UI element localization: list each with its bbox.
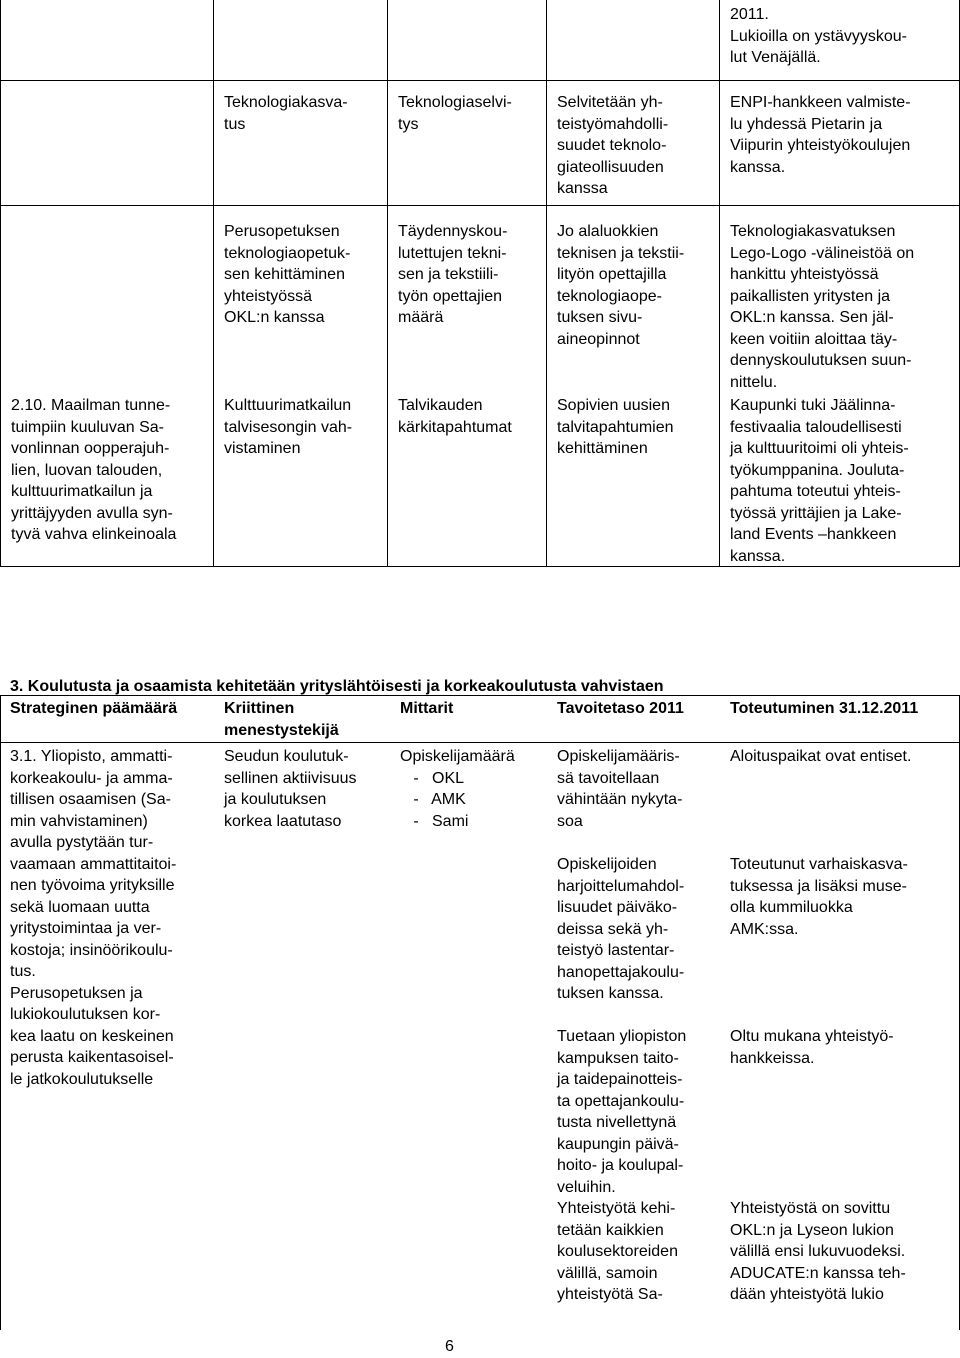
t2-c3-metrics: Opiskelijamäärä - OKL - AMK - Sami	[400, 748, 515, 830]
t2-c4-target-1: Opiskelijamääris- sä tavoitellaan vähintään nykyta- soa	[557, 748, 683, 830]
section-heading: 3. Koulutusta ja osaamista kehitetään yrityslähtöisesti ja korkeakoulutusta vahvistaen	[10, 678, 664, 695]
t1-r2-c5: ENPI-hankkeen valmiste- lu yhdessä Pietarin ja Viipurin yhteistyökoulujen kanssa.	[730, 94, 911, 176]
t2-c5-realization-1: Aloituspaikat ovat entiset.	[730, 748, 912, 765]
t1-r3-c4a: Jo alaluokkien teknisen ja tekstii- lityön opettajilla teknologiaope- tuksen sivu- aineopinnot	[557, 223, 685, 348]
t2-c2-critical-factor: Seudun koulutuk- sellinen aktiivisuus ja koulutuksen korkea laatutaso	[224, 748, 357, 830]
t2-c4-target-2: Opiskelijoiden harjoittelumahdol- lisuudet päiväko- deissa sekä yh- teistyö lastentar- hanopettajakoulu- tuksen kanssa.	[557, 856, 685, 1002]
t1-r2-c4: Selvitetään yh- teistyömahdolli- suudet teknolo- giateollisuuden kanssa	[557, 94, 669, 197]
t1-r3-c4b: Sopivien uusien talvitapahtumien kehittäminen	[557, 397, 674, 457]
t2-header-metrics: Mittarit	[400, 700, 454, 717]
t1-r1-c5: 2011. Lukioilla on ystävyyskou- lut Venäjällä.	[730, 6, 907, 66]
t2-c5-realization-2: Toteutunut varhaiskasva- tuksessa ja lisäksi muse- olla kummiluokka AMK:ssa.	[730, 856, 908, 938]
t1-r3-c1: 2.10. Maailman tunne- tuimpiin kuuluvan Sa- vonlinnan oopperajuh- lien, luovan talouden, kulttuurimatkailun ja yrittäjyyden avulla syn- tyvä vahva elinkeinoala	[11, 397, 177, 543]
page-number: 6	[445, 1338, 454, 1355]
t1-r3-c5b: Kaupunki tuki Jäälinna- festivaalia taloudellisesti ja kulttuuritoimi oli yhteis- työkumppanina. Jouluta- pahtuma toteutui yhteis- työssä yrittäjien ja Lake- land Events –hankkeen kanssa.	[730, 397, 909, 565]
t1-r3-c2a: Perusopetuksen teknologiaopetuk- sen kehittäminen yhteistyössä OKL:n kanssa	[224, 223, 351, 326]
t1-r3-c5a: Teknologiakasvatuksen Lego-Logo -välineistöä on hankittu yhteistyössä paikallisten yritysten ja OKL:n kanssa. Sen jäl- keen voitiin aloittaa täy- dennyskoulutuksen suun- nittelu.	[730, 223, 915, 391]
t2-header-strategic-goal: Strateginen päämäärä	[10, 700, 178, 717]
t2-c4-target-3: Tuetaan yliopiston kampuksen taito- ja taidepainotteis- ta opettajankoulu- tusta nivellettynä kaupungin päivä- hoito- ja koulupal- veluihin. Yhteistyötä kehi- tetään kaikkien koulusektoreiden välillä, samoin yhteistyötä Sa-	[557, 1028, 687, 1303]
t1-r3-c2b: Kulttuurimatkailun talvisesongin vah- vistaminen	[224, 397, 353, 457]
t1-r2-c2: Teknologiakasva- tus	[224, 94, 348, 133]
t2-c5-realization-4: Yhteistyöstä on sovittu OKL:n ja Lyseon lukion välillä ensi lukuvuodeksi. ADUCATE:n kanssa teh- dään yhteistyötä lukio	[730, 1200, 906, 1303]
t2-c5-realization-3: Oltu mukana yhteistyö- hankkeissa.	[730, 1028, 894, 1067]
t2-header-realization: Toteutuminen 31.12.2011	[730, 700, 919, 717]
t2-header-target-2011: Tavoitetaso 2011	[557, 700, 684, 717]
t2-header-critical-factor: Kriittinen menestystekijä	[224, 700, 339, 739]
t1-r2-c3: Teknologiaselvi- tys	[398, 94, 512, 133]
t1-r3-c3b: Talvikauden kärkitapahtumat	[398, 397, 512, 436]
t1-r3-c3a: Täydennyskou- lutettujen tekni- sen ja tekstiili- työn opettajien määrä	[398, 223, 508, 326]
t2-c1-strategic-goal: 3.1. Yliopisto, ammatti- korkeakoulu- ja amma- tillisen osaamisen (Sa- min vahvistaminen) avulla pystytään tur- vaamaan ammattitaitoi- nen työvoima yrityksille sekä luomaan uutta yritystoimintaa ja ver- kostoja; insinöörikoulu- tus. Perusopetuksen ja lukiokoulutuksen kor- kea laatu on keskeinen perusta kaikentasoisel- le jatkokoulutukselle	[10, 748, 177, 1088]
